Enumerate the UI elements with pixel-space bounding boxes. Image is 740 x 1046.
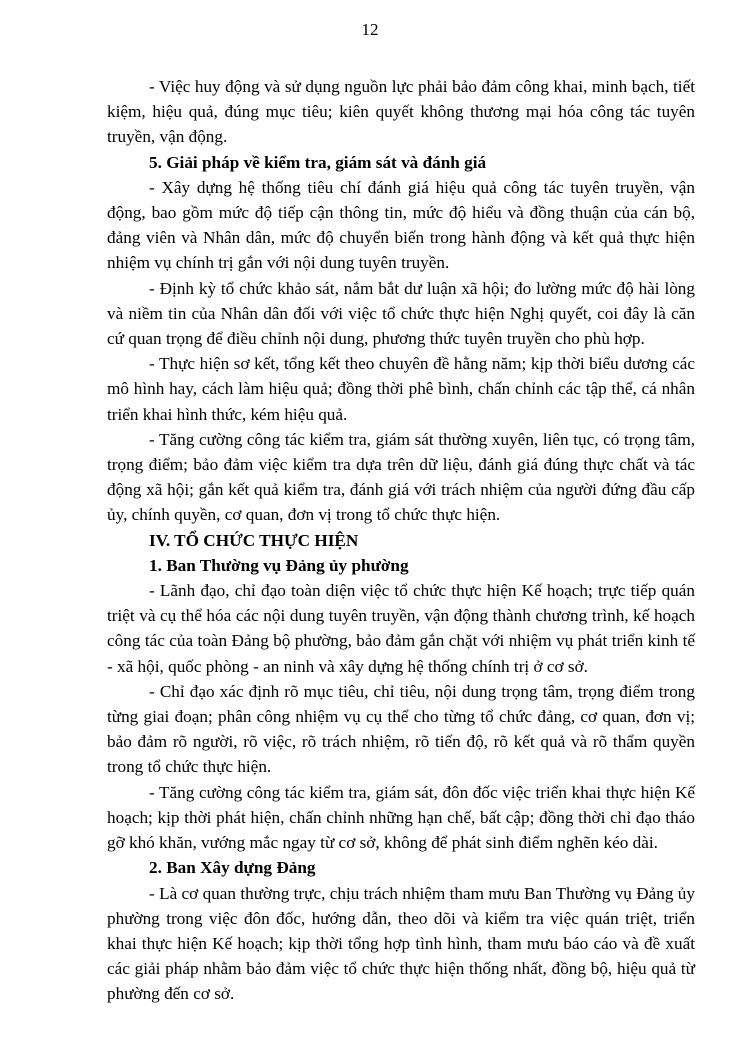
section-heading: 2. Ban Xây dựng Đảng xyxy=(149,858,316,878)
paragraph: - Định kỳ tổ chức khảo sát, nắm bắt dư luận xã hội; đo lường mức độ hài lòng và niềm tin của Nhân dân đối với việc tổ chức thực hiện Nghị quyết, coi đây là căn cứ quan trọng để điều chỉnh nội dung, phương thức tuyên truyền cho phù hợp. xyxy=(107,278,695,349)
document-body xyxy=(107,74,695,1007)
section-heading: 5. Giải pháp về kiểm tra, giám sát và đánh giá xyxy=(149,152,487,172)
paragraph: - Việc huy động và sử dụng nguồn lực phải bảo đảm công khai, minh bạch, tiết kiệm, hiệu quả, đúng mục tiêu; kiên quyết không thương mại hóa công tác tuyên truyền, vận động. xyxy=(107,77,695,147)
section-heading: IV. TỔ CHỨC THỰC HIỆN xyxy=(149,530,359,550)
paragraph: - Là cơ quan thường trực, chịu trách nhiệm tham mưu Ban Thường vụ Đảng ủy phường trong việc đôn đốc, hướng dẫn, theo dõi và kiểm tra việc quán triệt, triển khai thực hiện Kế hoạch; kịp thời tổng hợp tình hình, tham mưu báo cáo và đề xuất các giải pháp nhằm bảo đảm việc tổ chức thực hiện thống nhất, đồng bộ, hiệu quả từ phường đến cơ sở. xyxy=(107,883,695,1004)
paragraph: - Xây dựng hệ thống tiêu chí đánh giá hiệu quả công tác tuyên truyền, vận động, bao gồm mức độ tiếp cận thông tin, mức độ hiểu và đồng thuận của cán bộ, đảng viên và Nhân dân, mức độ chuyển biến trong hành động và kết quả thực hiện nhiệm vụ chính trị gắn với nội dung tuyên truyền. xyxy=(107,177,695,273)
paragraph: - Tăng cường công tác kiểm tra, giám sát thường xuyên, liên tục, có trọng tâm, trọng điểm; bảo đảm việc kiểm tra dựa trên dữ liệu, đánh giá đúng thực chất và tác động xã hội; gắn kết quả kiểm tra, đánh giá với trách nhiệm của người đứng đầu cấp ủy, chính quyền, cơ quan, đơn vị trong tổ chức thực hiện. xyxy=(107,429,695,525)
page-number: 12 xyxy=(361,20,379,39)
section-heading: 1. Ban Thường vụ Đảng ủy phường xyxy=(149,555,409,575)
paragraph: - Lãnh đạo, chỉ đạo toàn diện việc tổ chức thực hiện Kế hoạch; trực tiếp quán triệt và cụ thể hóa các nội dung tuyên truyền, vận động thành chương trình, kế hoạch công tác của toàn Đảng bộ phường, bảo đảm gắn chặt với nhiệm vụ phát triển kinh tế - xã hội, quốc phòng - an ninh và xây dựng hệ thống chính trị ở cơ sở. xyxy=(107,581,695,676)
paragraph: - Chỉ đạo xác định rõ mục tiêu, chỉ tiêu, nội dung trọng tâm, trọng điểm trong từng giai đoạn; phân công nhiệm vụ cụ thể cho từng tổ chức đảng, cơ quan, đơn vị; bảo đảm rõ người, rõ việc, rõ trách nhiệm, rõ tiến độ, rõ kết quả và rõ thẩm quyền trong tổ chức thực hiện. xyxy=(107,681,695,777)
paragraph: - Thực hiện sơ kết, tổng kết theo chuyên đề hằng năm; kịp thời biểu dương các mô hình hay, cách làm hiệu quả; đồng thời phê bình, chấn chỉnh các tập thể, cá nhân triển khai hình thức, kém hiệu quả. xyxy=(107,354,695,424)
paragraph: - Tăng cường công tác kiểm tra, giám sát, đôn đốc việc triển khai thực hiện Kế hoạch; kịp thời phát hiện, chấn chỉnh những hạn chế, bất cập; đồng thời chỉ đạo tháo gỡ khó khăn, vướng mắc ngay từ cơ sở, không để phát sinh điểm nghẽn kéo dài. xyxy=(107,782,695,853)
